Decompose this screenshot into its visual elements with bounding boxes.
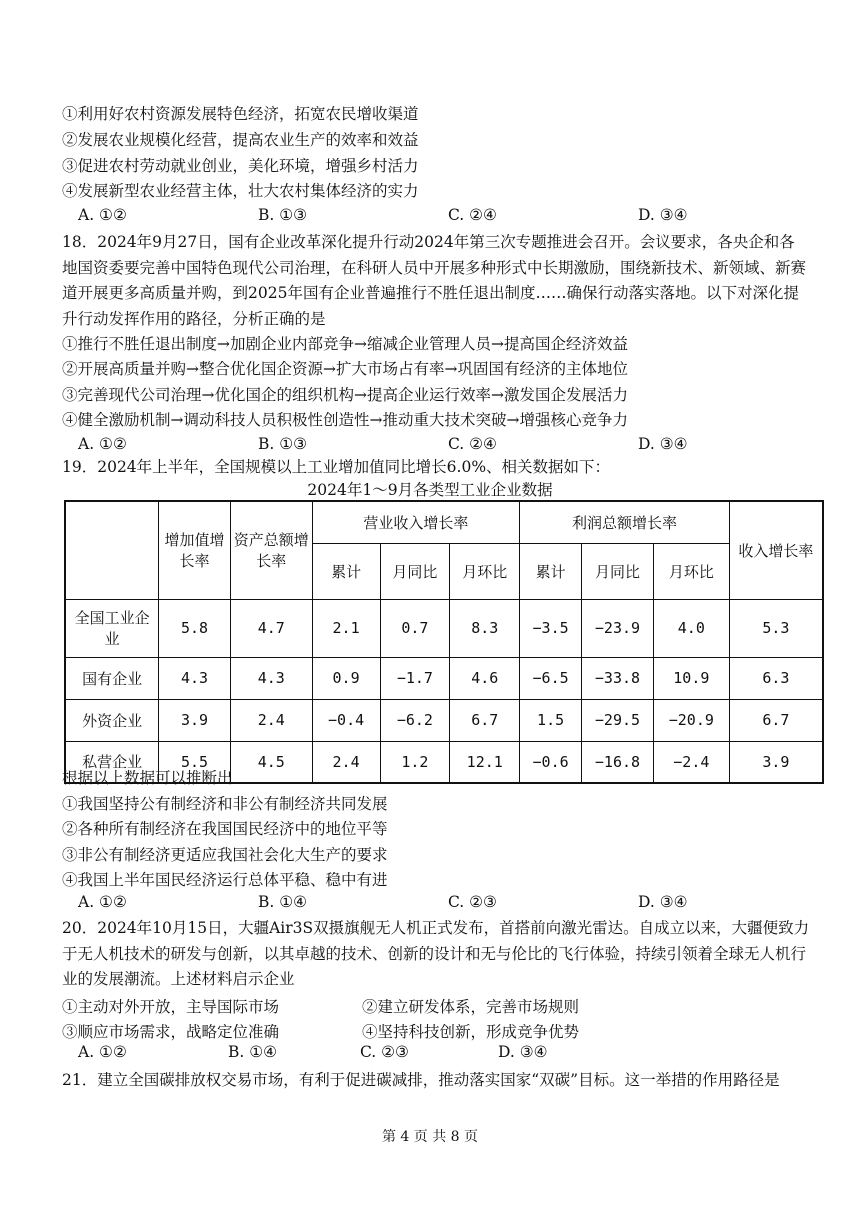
cell: 2.4: [230, 699, 312, 741]
q19-lead: 根据以上数据可以推断出: [62, 769, 233, 787]
table-row: [65, 599, 823, 657]
q21-stem: 21．建立全国碳排放权交易市场，有利于促进碳减排，推动落实国家“双碳”目标。这一举措的作用路径是: [62, 1071, 780, 1089]
q18-item-1: ①推行不胜任退出制度→加剧企业内部竞争→缩减企业管理人员→提高国企经济效益: [62, 335, 628, 353]
cell: 4.5: [230, 741, 312, 783]
q17-item-2: ②发展农业规模化经营，提高农业生产的效率和效益: [62, 131, 419, 149]
q20-options: [78, 1043, 810, 1063]
q18-item-2: ②开展高质量并购→整合优化国企资源→扩大市场占有率→巩固国有经济的主体地位: [62, 360, 628, 378]
q20-item-2: ②建立研发体系，完善市场规则: [362, 998, 580, 1016]
cell: −23.9: [582, 599, 654, 657]
q18-options: [78, 435, 810, 455]
page-footer: 第 4 页 共 8 页: [381, 1129, 479, 1145]
cell: 1.2: [380, 741, 450, 783]
cell: −16.8: [582, 741, 654, 783]
q17-option-b: B. ①③: [258, 206, 308, 224]
cell: 0.9: [312, 657, 380, 699]
q19-option-a: A. ①②: [78, 893, 127, 911]
cell: −29.5: [582, 699, 654, 741]
q19-options: [78, 893, 810, 913]
q20-option-d: D. ③④: [498, 1043, 548, 1061]
subheader-yoy: 月同比: [380, 543, 450, 599]
q17-item-4: ④发展新型农业经营主体，壮大农村集体经济的实力: [62, 182, 419, 200]
q18-item-4: ④健全激励机制→调动科技人员积极性创造性→推动重大技术突破→增强核心竞争力: [62, 411, 628, 429]
q18-stem: 18．2024年9月27日，国有企业改革深化提升行动2024年第三次专题推进会召开。会议要求，各央企和各地国资委要完善中国特色现代公司治理，在科研人员中开展多种形式中长期激励，围绕新技术、新领域、新赛道开展更多高质量并购，到2025年国有企业普遍推行不胜任退出制度……确保行动落实落地。以下对深化提升行动发挥作用的路径，分析正确的是: [62, 233, 807, 328]
cell: −0.6: [520, 741, 582, 783]
cell: −0.4: [312, 699, 380, 741]
row-label: 私营企业: [65, 741, 159, 783]
header-income-growth: 收入增长率: [729, 501, 823, 599]
cell: 6.3: [729, 657, 823, 699]
q19-option-d: D. ③④: [638, 893, 688, 911]
q17-item-3: ③促进农村劳动就业创业，美化环境，增强乡村活力: [62, 157, 419, 175]
cell: 5.8: [159, 599, 231, 657]
cell: 6.7: [450, 699, 520, 741]
cell: −1.7: [380, 657, 450, 699]
q18-option-b: B. ①③: [258, 435, 308, 453]
subheader-mom: 月环比: [653, 543, 729, 599]
table-title: 2024年1～9月各类型工业企业数据: [307, 481, 553, 499]
q20-stem: 20．2024年10月15日，大疆Air3S双摄旗舰无人机正式发布，首搭前向激光雷达。自成立以来，大疆便致力于无人机技术的研发与创新，以其卓越的技术、创新的设计和无与伦比的飞行体验，持续引领着全球无人机行业的发展潮流。上述材料启示企业: [62, 919, 810, 988]
q18-option-c: C. ②④: [448, 435, 497, 453]
cell: 5.3: [729, 599, 823, 657]
header-asset: 资产总额增长率: [230, 501, 312, 599]
row-label: 全国工业企业: [65, 599, 159, 657]
cell: 2.4: [312, 741, 380, 783]
q20-item-4: ④坚持科技创新，形成竞争优势: [362, 1023, 580, 1041]
row-label: 外资企业: [65, 699, 159, 741]
cell: 4.6: [450, 657, 520, 699]
q20-items-row-2: [62, 1020, 810, 1040]
cell: 10.9: [653, 657, 729, 699]
table-row: [65, 699, 823, 741]
q17-option-c: C. ②④: [448, 206, 497, 224]
q19-item-4: ④我国上半年国民经济运行总体平稳、稳中有进: [62, 871, 388, 889]
q19-option-c: C. ②③: [448, 893, 497, 911]
q17-item-1: ①利用好农村资源发展特色经济，拓宽农民增收渠道: [62, 105, 419, 123]
subheader-cumulative: 累计: [312, 543, 380, 599]
q18-option-a: A. ①②: [78, 435, 127, 453]
header-revenue-growth: 营业收入增长率: [312, 501, 520, 543]
cell: 6.7: [729, 699, 823, 741]
cell: −6.5: [520, 657, 582, 699]
table-corner-cell: [65, 501, 159, 599]
cell: 4.3: [230, 657, 312, 699]
enterprise-data-table: [64, 500, 824, 784]
cell: −2.4: [653, 741, 729, 783]
row-label: 国有企业: [65, 657, 159, 699]
cell: 4.3: [159, 657, 231, 699]
q19-option-b: B. ①④: [258, 893, 308, 911]
cell: 3.9: [729, 741, 823, 783]
q17-options: [78, 206, 810, 226]
q19-item-2: ②各种所有制经济在我国国民经济中的地位平等: [62, 820, 388, 838]
cell: 0.7: [380, 599, 450, 657]
subheader-mom: 月环比: [450, 543, 520, 599]
cell: 4.0: [653, 599, 729, 657]
q20-option-a: A. ①②: [78, 1043, 127, 1061]
q20-items-row-1: [62, 995, 810, 1015]
header-profit-growth: 利润总额增长率: [520, 501, 730, 543]
cell: 4.7: [230, 599, 312, 657]
subheader-cumulative: 累计: [520, 543, 582, 599]
q17-option-a: A. ①②: [78, 206, 127, 224]
q19-item-1: ①我国坚持公有制经济和非公有制经济共同发展: [62, 795, 388, 813]
q19-item-3: ③非公有制经济更适应我国社会化大生产的要求: [62, 846, 388, 864]
subheader-yoy: 月同比: [582, 543, 654, 599]
cell: 5.5: [159, 741, 231, 783]
q20-item-1: ①主动对外开放，主导国际市场: [62, 998, 280, 1016]
cell: −3.5: [520, 599, 582, 657]
cell: 1.5: [520, 699, 582, 741]
header-add-value: 增加值增长率: [159, 501, 231, 599]
q20-option-c: C. ②③: [360, 1043, 409, 1061]
q19-stem: 19．2024年上半年，全国规模以上工业增加值同比增长6.0%、相关数据如下：: [62, 458, 611, 476]
cell: 3.9: [159, 699, 231, 741]
q18-item-3: ③完善现代公司治理→优化国企的组织机构→提高企业运行效率→激发国企发展活力: [62, 386, 628, 404]
cell: 8.3: [450, 599, 520, 657]
cell: 12.1: [450, 741, 520, 783]
q18-option-d: D. ③④: [638, 435, 688, 453]
cell: 2.1: [312, 599, 380, 657]
cell: −20.9: [653, 699, 729, 741]
cell: −33.8: [582, 657, 654, 699]
q20-option-b: B. ①④: [228, 1043, 278, 1061]
cell: −6.2: [380, 699, 450, 741]
q20-item-3: ③顺应市场需求，战略定位准确: [62, 1023, 280, 1041]
table-row: [65, 657, 823, 699]
q17-option-d: D. ③④: [638, 206, 688, 224]
